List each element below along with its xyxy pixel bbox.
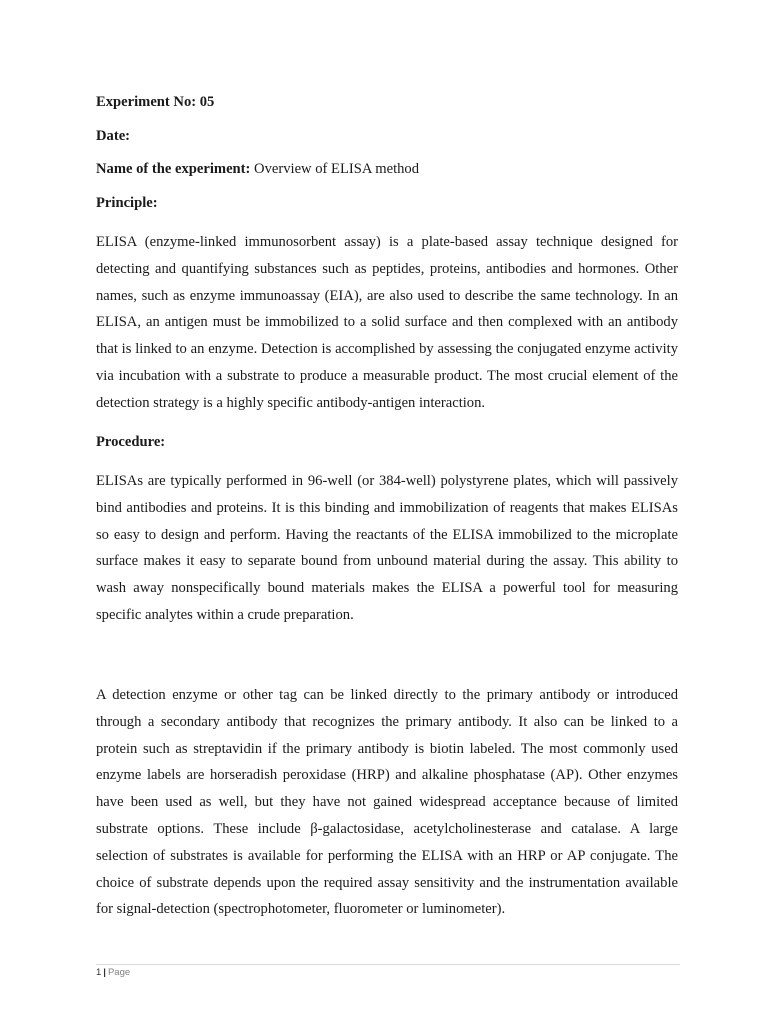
- experiment-name-value: Overview of ELISA method: [250, 161, 420, 177]
- page-word: Page: [107, 967, 131, 978]
- experiment-name-label: Name of the experiment:: [96, 161, 251, 177]
- procedure-heading: Procedure:: [96, 434, 166, 450]
- procedure-paragraph-1: ELISAs are typically performed in 96-well (or 384-well) polystyrene plates, which will passively bind antibodies and proteins. It is this binding and immobilization of reagents that makes ELISAs so easy to design and perform. Having the reactants of the ELISA immobilized to the microplate surface makes it easy to separate bound from unbound material during the assay. This ability to wash away nonspecifically bound materials makes the ELISA a powerful tool for measuring specific analytes within a crude preparation.: [96, 473, 678, 623]
- footer-separator: |: [103, 967, 106, 978]
- page-footer: [96, 964, 680, 978]
- experiment-number: Experiment No: 05: [96, 94, 215, 110]
- page-number: 1: [96, 967, 102, 978]
- experiment-name: [96, 160, 419, 178]
- procedure-paragraph-2: A detection enzyme or other tag can be linked directly to the primary antibody or introduced through a secondary antibody that recognizes the primary antibody. It also can be linked to a protein such as streptavidin if the primary antibody is biotin labeled. The most commonly used enzyme labels are horseradish peroxidase (HRP) and alkaline phosphatase (AP). Other enzymes have been used as well, but they have not gained widespread acceptance because of limited substrate options. These include β-galactosidase, acetylcholinesterase and catalase. A large selection of substrates is available for performing the ELISA with an HRP or AP conjugate. The choice of substrate depends upon the required assay sensitivity and the instrumentation available for signal-detection (spectrophotometer, fluorometer or luminometer).: [96, 687, 678, 918]
- principle-heading: Principle:: [96, 195, 158, 211]
- principle-paragraph: ELISA (enzyme-linked immunosorbent assay) is a plate-based assay technique designed for detecting and quantifying substances such as peptides, proteins, antibodies and hormones. Other names, such as enzyme immunoassay (EIA), are also used to describe the same technology. In an ELISA, an antigen must be immobilized to a solid surface and then complexed with an antibody that is linked to an enzyme. Detection is accomplished by assessing the conjugated enzyme activity via incubation with a substrate to produce a measurable product. The most crucial element of the detection strategy is a highly specific antibody-antigen interaction.: [96, 234, 678, 411]
- date-label: Date:: [96, 128, 131, 144]
